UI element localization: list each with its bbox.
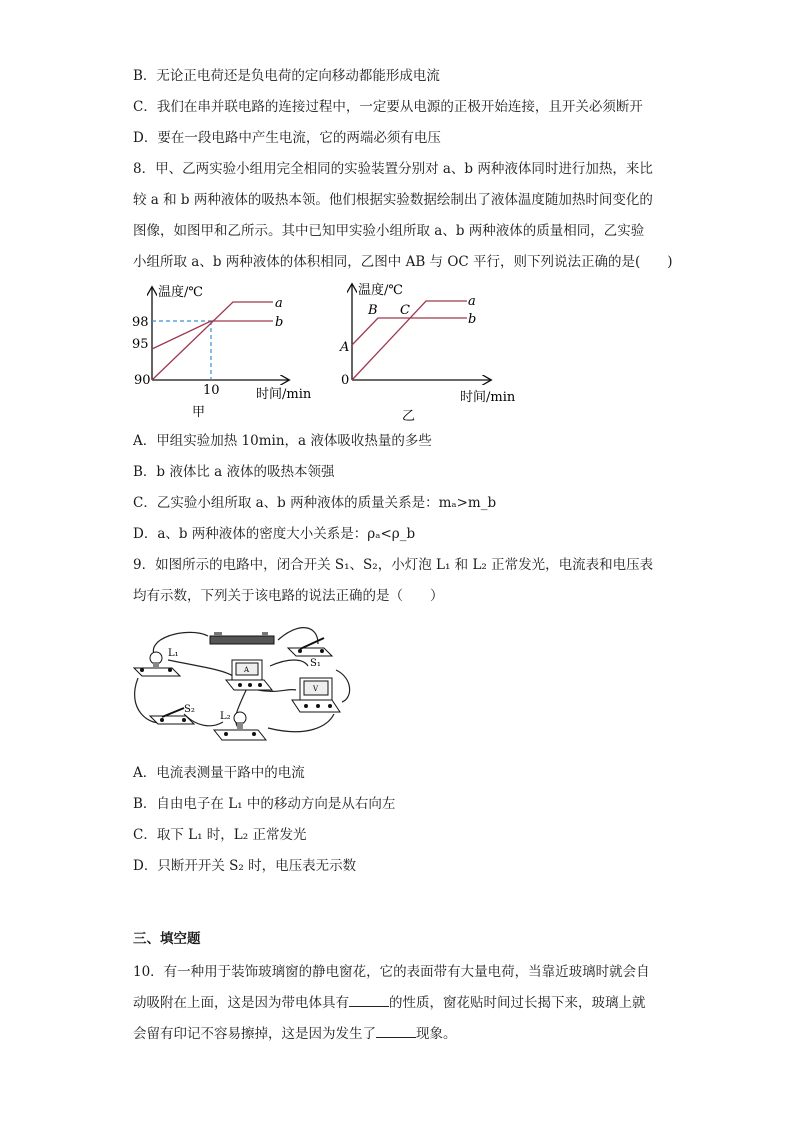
- q8-option-b: B．b 液体比 a 液体的吸热本领强: [133, 464, 335, 480]
- q10-line-3: [133, 1025, 457, 1043]
- graph-yi-label-b: b: [468, 312, 477, 327]
- switch-s1-icon: [288, 638, 332, 656]
- graph-jia-tick-98: 98: [132, 315, 149, 330]
- answer-blank-1[interactable]: [349, 994, 389, 1007]
- voltmeter-icon: [292, 678, 340, 712]
- battery-icon: [210, 632, 274, 644]
- ammeter-icon: [226, 660, 272, 690]
- graph-yi-caption: 乙: [402, 409, 416, 424]
- q8-stem-line-4: 小组所取 a、b 两种液体的体积相同，乙图中 AB 与 OC 平行，则下列说法正确的是( ): [133, 254, 673, 270]
- q10-line-2-part-2: 的性质，窗花贴时间过长揭下来，玻璃上就: [389, 995, 646, 1011]
- circuit-label-s2: S₂: [184, 704, 195, 715]
- graph-yi-origin: 0: [341, 373, 350, 388]
- circuit-label-l2: L₂: [220, 711, 231, 722]
- q8-stem-line-2: 较 a 和 b 两种液体的吸热本领。他们根据实验数据绘制出了液体温度随加热时间变化的: [133, 192, 653, 208]
- q8-option-c: C．乙实验小组所取 a、b 两种液体的质量关系是：mₐ>m_b: [133, 495, 497, 511]
- graph-jia: [128, 280, 328, 425]
- q8-option-d: D．a、b 两种液体的密度大小关系是：ρₐ<ρ_b: [133, 526, 416, 542]
- q8-stem-line-1: 8．甲、乙两实验小组用完全相同的实验装置分别对 a、b 两种液体同时进行加热，来比: [133, 161, 653, 177]
- circuit-label-voltmeter: V: [313, 685, 319, 693]
- q8-stem-line-3: 图像，如图甲和乙所示。其中已知甲实验小组所取 a、b 两种液体的质量相同，乙实验: [133, 223, 645, 239]
- circuit-label-l1: L₁: [168, 648, 179, 659]
- q10-line-3-part-2: 现象。: [416, 1026, 457, 1042]
- answer-blank-2[interactable]: [376, 1025, 416, 1038]
- q9-option-a: A．电流表测量干路中的电流: [133, 765, 305, 781]
- graph-jia-tick-90: 90: [134, 373, 151, 388]
- q10-line-3-part-1: 会留有印记不容易擦掉，这是因为发生了: [133, 1026, 376, 1042]
- graph-jia-tick-95: 95: [132, 337, 149, 352]
- q9-stem-line-2: 均有示数，下列关于该电路的说法正确的是（ ）: [133, 588, 444, 604]
- graph-yi-line-b: [352, 318, 467, 345]
- q7-option-d: D．要在一段电路中产生电流，它的两端必须有电压: [133, 130, 441, 146]
- q10-line-2-part-1: 动吸附在上面，这是因为带电体具有: [133, 995, 349, 1011]
- q9-stem-line-1: 9．如图所示的电路中，闭合开关 S₁、S₂，小灯泡 L₁ 和 L₂ 正常发光，电流表和电压表: [133, 557, 654, 573]
- graph-jia-line-b: [152, 321, 273, 349]
- graph-jia-label-b: b: [275, 315, 284, 330]
- q8-option-a: A．甲组实验加热 10min，a 液体吸收热量的多些: [133, 433, 432, 449]
- circuit-label-ammeter: A: [244, 666, 250, 674]
- q10-line-1: 10．有一种用于装饰玻璃窗的静电窗花，它的表面带有大量电荷，当靠近玻璃时就会自: [133, 964, 650, 980]
- q7-option-b: B．无论正电荷还是负电荷的定向移动都能形成电流: [133, 68, 440, 84]
- graph-yi-point-a: A: [340, 340, 350, 355]
- circuit-diagram: [128, 618, 360, 754]
- graph-jia-label-a: a: [275, 296, 283, 311]
- graph-yi: [334, 277, 534, 427]
- graph-yi-xlabel: 时间/min: [460, 390, 516, 405]
- graph-yi-point-b: B: [368, 303, 378, 318]
- graph-jia-caption: 甲: [192, 405, 206, 420]
- circuit-label-s1: S₁: [310, 658, 321, 669]
- q9-option-c: C．取下 L₁ 时，L₂ 正常发光: [133, 827, 307, 843]
- q9-option-d: D．只断开开关 S₂ 时，电压表无示数: [133, 858, 357, 874]
- section-3-heading: 三、填空题: [133, 931, 201, 947]
- graph-jia-ylabel: 温度/℃: [158, 285, 203, 300]
- graph-yi-point-c: C: [400, 303, 410, 318]
- graph-jia-tick-10: 10: [203, 383, 220, 398]
- graph-yi-label-a: a: [468, 294, 476, 309]
- q9-option-b: B．自由电子在 L₁ 中的移动方向是从右向左: [133, 796, 396, 812]
- graph-jia-xlabel: 时间/min: [256, 387, 312, 402]
- q10-line-2: [133, 994, 646, 1012]
- graph-yi-ylabel: 温度/℃: [358, 283, 403, 298]
- q7-option-c: C．我们在串并联电路的连接过程中，一定要从电源的正极开始连接，且开关必须断开: [133, 99, 643, 115]
